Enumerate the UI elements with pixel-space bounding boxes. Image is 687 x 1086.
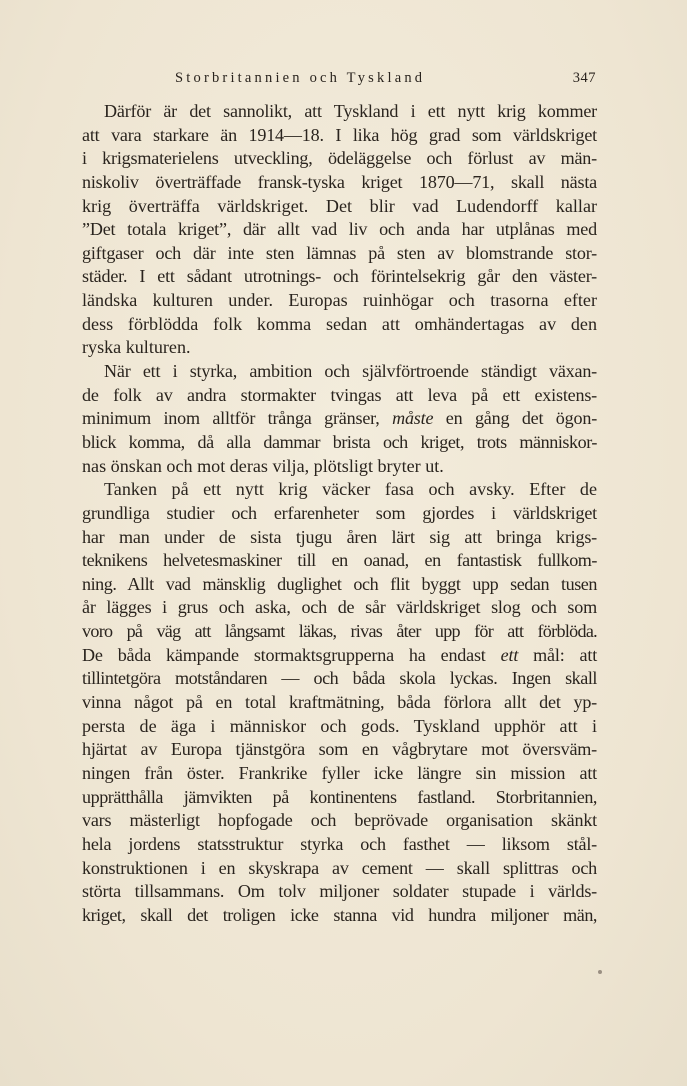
text-line: tillintetgöra motståndaren — och båda skola lyckas. Ingen skall xyxy=(82,668,597,689)
text-line: Därför är det sannolikt, att Tyskland i ett nytt krig kommer xyxy=(104,101,597,121)
text-line: hela jordens statsstruktur styrka och fasthet — liksom stål- xyxy=(82,833,597,854)
text-line xyxy=(82,407,597,431)
text-line: störta tillsammans. Om tolv miljoner soldater stupade i världs- xyxy=(82,881,597,902)
text-line: blick komma, då alla dammar brista och kriget, trots människor- xyxy=(82,431,597,452)
text-line: persta de äga i människor och gods. Tyskland upphör att i xyxy=(82,715,597,736)
text-line: upprätthålla jämvikten på kontinentens fastland. Storbritannien, xyxy=(82,786,597,807)
text-segment: en gång det ögon- xyxy=(445,408,598,429)
text-line: vinna något på en total kraftmätning, båda förlora allt det yp- xyxy=(82,692,597,713)
page-number: 347 xyxy=(572,70,596,86)
text-line: vars mästerligt hopfogade och beprövade organisation skänkt xyxy=(82,810,597,831)
text-line: dess förblödda folk komma sedan att omhändertagas av den xyxy=(82,313,597,334)
emphasized-word: måste xyxy=(392,408,434,429)
body-text xyxy=(82,100,597,927)
text-line: ryska kulturen. xyxy=(82,337,191,358)
text-line: att vara starkare än 1914—18. I lika hög grad som världskriget xyxy=(82,124,597,145)
text-line: konstruktionen i en skyskrapa av cement — skall splittras och xyxy=(82,857,597,878)
text-line: voro på väg att långsamt läkas, rivas åter upp för att förblöda. xyxy=(82,621,597,642)
page-header xyxy=(80,70,596,90)
text-segment: De båda kämpande stormaktsgrupperna ha endast xyxy=(82,644,486,665)
text-line: i krigsmaterielens utveckling, ödeläggelse och förlust av män- xyxy=(82,148,597,169)
text-line: ning. Allt vad mänsklig duglighet och flit byggt upp sedan tusen xyxy=(82,573,597,594)
text-line: krig överträffa världskriget. Det blir vad Ludendorff kallar xyxy=(82,195,597,216)
text-line: ”Det totala kriget”, där allt vad liv och anda har utplånas med xyxy=(82,219,597,240)
text-line: år lägges i grus och aska, och de sår världskriget slog och som xyxy=(82,597,597,618)
text-line: ningen från öster. Frankrike fyller icke längre sin mission att xyxy=(82,762,597,783)
text-segment: mål: att xyxy=(533,644,598,665)
text-line: giftgaser och där inte sten lämnas på sten av blomstrande stor- xyxy=(82,242,597,263)
text-line: kriget, skall det troligen icke stanna vid hundra miljoner män, xyxy=(82,904,597,925)
text-line: de folk av andra stormakter tvingas att leva på ett existens- xyxy=(82,384,597,405)
text-line: hjärtat av Europa tjänstgöra som en vågbrytare mot översväm- xyxy=(82,739,597,760)
text-line: niskoliv överträffade fransk-tyska kriget 1870—71, skall nästa xyxy=(82,171,597,192)
text-line: Tanken på ett nytt krig väcker fasa och avsky. Efter de xyxy=(104,479,597,500)
text-line: ländska kulturen under. Europas ruinhögar och trasorna efter xyxy=(82,290,597,311)
text-segment: minimum inom alltför trånga gränser, xyxy=(82,408,380,429)
text-line: grundliga studier och erfarenheter som gjordes i världskriget xyxy=(82,502,597,523)
text-line: har man under de sista tjugu åren lärt sig att bringa krigs- xyxy=(82,526,597,547)
emphasized-word: ett xyxy=(500,644,519,665)
text-line: nas önskan och mot deras vilja, plötsligt bryter ut. xyxy=(82,455,444,476)
running-title: Storbritannien och Tyskland xyxy=(175,70,426,86)
text-line xyxy=(82,644,597,668)
text-line: städer. I ett sådant utrotnings- och förintelsekrig går den väster- xyxy=(82,266,597,287)
text-line: När ett i styrka, ambition och självförtroende ständigt växan- xyxy=(104,361,597,382)
paper-speck xyxy=(598,970,602,974)
text-line: teknikens helvetesmaskiner till en oanad, en fantastisk fullkom- xyxy=(82,550,597,571)
